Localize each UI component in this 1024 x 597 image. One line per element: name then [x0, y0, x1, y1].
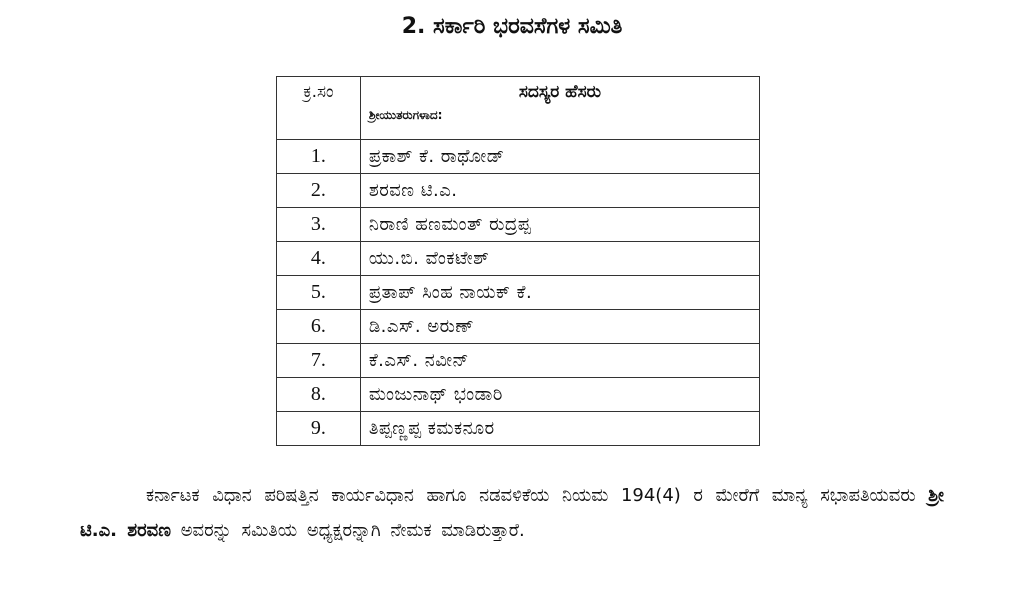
- serial-number-cell: 6.: [277, 310, 361, 344]
- table-row: [277, 174, 760, 208]
- serial-number-header: ಕ್ರ.ಸಂ: [303, 82, 334, 102]
- chairman-appointment-paragraph: [80, 478, 944, 548]
- serial-number-cell: 7.: [277, 344, 361, 378]
- member-name-header-cell: [360, 77, 759, 140]
- member-name-header: ಸದಸ್ಯರ ಹೆಸರು: [518, 82, 602, 102]
- serial-number-header-cell: [277, 77, 361, 140]
- member-name-cell: ತಿಪ್ಪಣ್ಣಪ್ಪ ಕಮಕನೂರ: [360, 412, 759, 446]
- member-name-cell: ಪ್ರಕಾಶ್ ಕೆ. ರಾಥೋಡ್: [360, 140, 759, 174]
- table-row: [277, 310, 760, 344]
- table-row: [277, 344, 760, 378]
- table-header-row: [277, 77, 760, 140]
- serial-number-cell: 2.: [277, 174, 361, 208]
- serial-number-cell: 4.: [277, 242, 361, 276]
- section-heading: 2. ಸರ್ಕಾರಿ ಭರವಸೆಗಳ ಸಮಿತಿ: [401, 14, 623, 39]
- table-row: [277, 378, 760, 412]
- member-name-cell: ಶರವಣ ಟಿ.ಎ.: [360, 174, 759, 208]
- serial-number-cell: 3.: [277, 208, 361, 242]
- serial-number-cell: 1.: [277, 140, 361, 174]
- honorific-subheader: ಶ್ರೀಯುತರುಗಳಾದ:: [368, 108, 443, 122]
- member-name-cell: ಕೆ.ಎಸ್. ನವೀನ್: [360, 344, 759, 378]
- member-name-cell: ಡಿ.ಎಸ್. ಅರುಣ್: [360, 310, 759, 344]
- committee-members-table: [276, 76, 760, 446]
- table-row: [277, 276, 760, 310]
- member-name-cell: ನಿರಾಣಿ ಹಣಮಂತ್ ರುದ್ರಪ್ಪ: [360, 208, 759, 242]
- serial-number-cell: 8.: [277, 378, 361, 412]
- chairman-name: ಶ್ರೀ ಟಿ.ಎ. ಶರವಣ: [80, 485, 944, 541]
- member-name-cell: ಮಂಜುನಾಥ್ ಭಂಡಾರಿ: [360, 378, 759, 412]
- member-name-cell: ಪ್ರತಾಪ್ ಸಿಂಹ ನಾಯಕ್ ಕೆ.: [360, 276, 759, 310]
- member-name-cell: ಯು.ಬಿ. ವೆಂಕಟೇಶ್: [360, 242, 759, 276]
- serial-number-cell: 9.: [277, 412, 361, 446]
- table-row: [277, 140, 760, 174]
- paragraph-text-after: ಅವರನ್ನು ಸಮಿತಿಯ ಅಧ್ಯಕ್ಷರನ್ನಾಗಿ ನೇಮಕ ಮಾಡಿರುತ್ತಾರೆ.: [170, 520, 525, 541]
- paragraph-text-before: ಕರ್ನಾಟಕ ವಿಧಾನ ಪರಿಷತ್ತಿನ ಕಾರ್ಯವಿಧಾನ ಹಾಗೂ ನಡವಳಿಕೆಯ ನಿಯಮ 194(4) ರ ಮೇರೆಗೆ ಮಾನ್ಯ ಸಭಾಪತಿಯವರು: [146, 485, 929, 506]
- table-row: [277, 208, 760, 242]
- table-row: [277, 412, 760, 446]
- serial-number-cell: 5.: [277, 276, 361, 310]
- table-row: [277, 242, 760, 276]
